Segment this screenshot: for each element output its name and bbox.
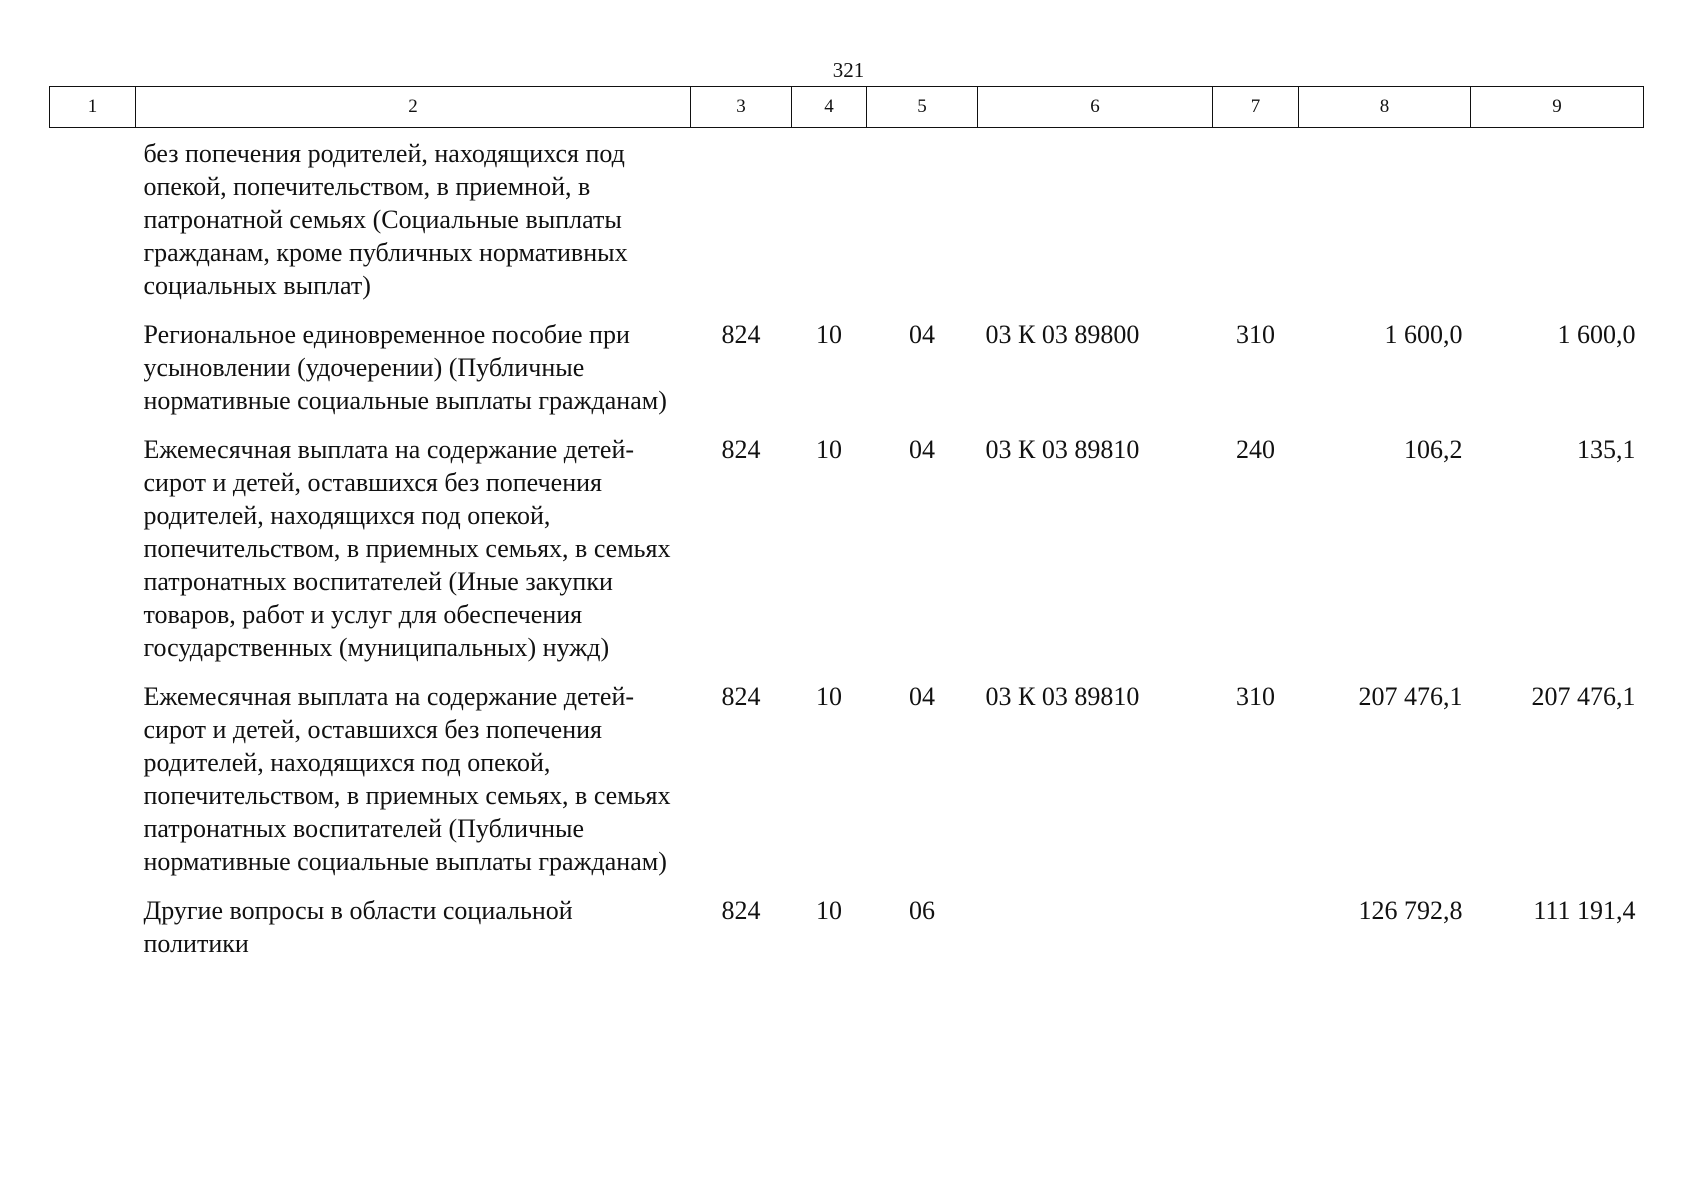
amount-col8-cell <box>1299 128 1471 319</box>
target-article-cell: 03 К 03 89810 <box>985 682 1140 711</box>
ministry-code-cell: 824 <box>721 896 761 925</box>
description-cell: Региональное единовременное пособие при усыновлении (удочерении) (Публичные нормативные социальные выплаты гражданам) <box>143 320 667 415</box>
header-col-9: 9 <box>1471 87 1644 128</box>
header-col-2: 2 <box>136 87 691 128</box>
subsection-code-cell: 04 <box>909 435 935 464</box>
row-number-cell <box>50 894 136 976</box>
subsection-code-cell: 06 <box>909 896 935 925</box>
target-article-cell <box>978 128 1213 319</box>
table-row <box>50 433 1644 680</box>
amount-col8-cell: 1 600,0 <box>1384 320 1463 349</box>
expense-type-cell: 240 <box>1236 435 1275 464</box>
amount-col8-cell: 207 476,1 <box>1358 682 1463 711</box>
header-col-3: 3 <box>691 87 792 128</box>
target-article-cell: 03 К 03 89810 <box>985 435 1140 464</box>
amount-col8-cell: 126 792,8 <box>1358 896 1463 925</box>
amount-col9-cell: 207 476,1 <box>1531 682 1636 711</box>
table-body <box>50 128 1644 977</box>
subsection-code-cell: 04 <box>909 320 935 349</box>
description-cell: Ежемесячная выплата на содержание детей-сирот и детей, оставшихся без попечения родителей, находящихся под опекой, попечительством, в приемных семьях, в семьях патронатных воспитателей (Публичные нормативные социальные выплаты гражданам) <box>143 682 671 876</box>
target-article-cell <box>978 894 1213 976</box>
section-code-cell: 10 <box>816 435 842 464</box>
description-cell: без попечения родителей, находящихся под опекой, попечительством, в приемной, в патронатной семьях (Социальные выплаты гражданам, кроме публичных нормативных социальных выплат) <box>143 139 628 300</box>
header-col-5: 5 <box>867 87 978 128</box>
table-header <box>50 87 1644 128</box>
expense-type-cell: 310 <box>1236 320 1275 349</box>
table-row <box>50 128 1644 319</box>
section-code-cell: 10 <box>816 896 842 925</box>
expense-type-cell: 310 <box>1236 682 1275 711</box>
expense-type-cell <box>1213 128 1299 319</box>
subsection-code-cell <box>867 128 978 319</box>
amount-col9-cell: 135,1 <box>1577 435 1636 464</box>
ministry-code-cell: 824 <box>721 435 761 464</box>
section-code-cell: 10 <box>816 682 842 711</box>
header-col-4: 4 <box>792 87 867 128</box>
row-number-cell <box>50 680 136 894</box>
header-col-6: 6 <box>978 87 1213 128</box>
amount-col8-cell: 106,2 <box>1404 435 1463 464</box>
row-number-cell <box>50 433 136 680</box>
subsection-code-cell: 04 <box>909 682 935 711</box>
section-code-cell <box>792 128 867 319</box>
amount-col9-cell <box>1471 128 1644 319</box>
amount-col9-cell: 111 191,4 <box>1533 896 1636 925</box>
header-col-8: 8 <box>1299 87 1471 128</box>
description-cell: Другие вопросы в области социальной политики <box>143 896 573 958</box>
target-article-cell: 03 К 03 89800 <box>985 320 1140 349</box>
row-number-cell <box>50 128 136 319</box>
header-col-1: 1 <box>50 87 136 128</box>
ministry-code-cell <box>691 128 792 319</box>
row-number-cell <box>50 318 136 433</box>
budget-table <box>49 86 1644 976</box>
ministry-code-cell: 824 <box>721 320 761 349</box>
table-row <box>50 318 1644 433</box>
page-number: 321 <box>832 58 865 82</box>
table-row <box>50 894 1644 976</box>
amount-col9-cell: 1 600,0 <box>1557 320 1636 349</box>
expense-type-cell <box>1213 894 1299 976</box>
ministry-code-cell: 824 <box>721 682 761 711</box>
section-code-cell: 10 <box>816 320 842 349</box>
table-row <box>50 680 1644 894</box>
description-cell: Ежемесячная выплата на содержание детей-сирот и детей, оставшихся без попечения родителей, находящихся под опекой, попечительством, в приемных семьях, в семьях патронатных воспитателей (Иные закупки товаров, работ и услуг для обеспечения государственных (муниципальных) нужд) <box>143 435 671 662</box>
header-col-7: 7 <box>1213 87 1299 128</box>
header-row <box>50 87 1644 128</box>
